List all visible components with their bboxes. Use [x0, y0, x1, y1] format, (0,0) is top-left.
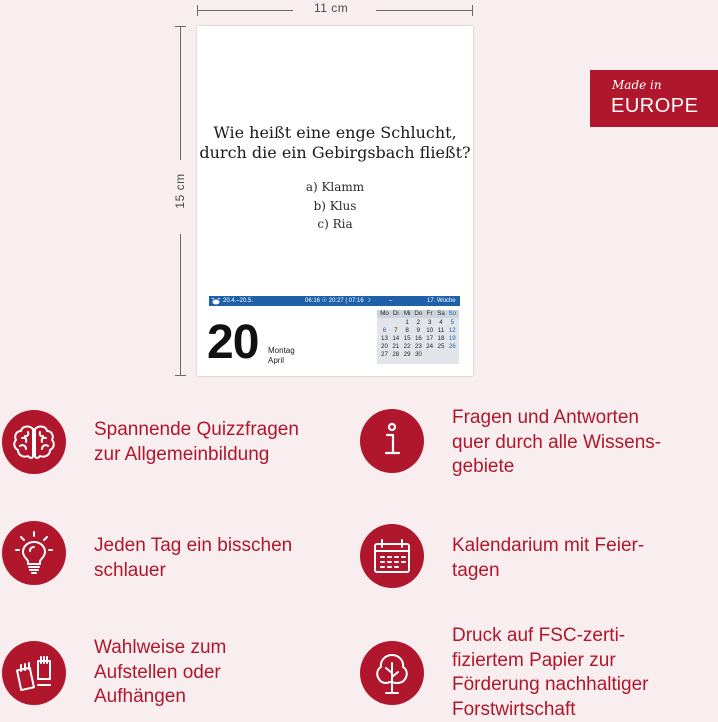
- mini-calendar-weekday: Di: [392, 310, 399, 317]
- month: April: [268, 356, 285, 365]
- mini-calendar-week: [377, 327, 459, 335]
- mini-calendar-weekday: Do: [414, 310, 423, 317]
- mini-calendar-day: 12: [448, 327, 456, 334]
- answer-list: [197, 178, 473, 234]
- mini-calendar-day: 29: [403, 351, 411, 358]
- mini-calendar-day: 4: [439, 319, 443, 326]
- mini-calendar-weekday: So: [448, 310, 457, 317]
- mini-calendar-day: 15: [403, 335, 411, 342]
- mini-calendar-day: 10: [426, 327, 434, 334]
- feature-text-6: Druck auf FSC-zerti- fiziertem Papier zur Förderung nachhaltiger Forstwirtschaft: [452, 625, 649, 720]
- mini-calendar-week: [377, 351, 459, 359]
- mini-calendar-day: 11: [437, 327, 445, 334]
- mini-calendar-day: 19: [448, 335, 456, 342]
- mini-calendar-day: 26: [448, 343, 456, 350]
- mini-calendar-week: [377, 319, 459, 327]
- feature-text-5: Wahlweise zum Aufstellen oder Aufhängen: [94, 637, 227, 707]
- mini-calendar-day: 21: [392, 343, 400, 350]
- brain-icon: [2, 410, 66, 474]
- mini-calendar-day: 16: [414, 335, 422, 342]
- badge-big-text: EUROPE: [611, 95, 699, 117]
- mini-calendar-weekday: Mi: [403, 310, 411, 317]
- mini-calendar: [377, 310, 459, 364]
- feature-text-1: Spannende Quizzfragen zur Allgemeinbildung: [94, 419, 299, 465]
- feature-text-2: Fragen und Antworten quer durch alle Wissens- gebiete: [452, 407, 662, 477]
- calendar-page: [197, 26, 473, 376]
- mini-calendar-day: 13: [381, 335, 388, 342]
- week-number: 17. Woche: [427, 298, 456, 304]
- mini-calendar-day: 30: [414, 351, 422, 358]
- mini-calendar-day: 3: [427, 319, 432, 326]
- answer-c: c) Ria: [317, 217, 353, 231]
- mini-calendar-day: 23: [414, 343, 422, 350]
- mini-calendar-day: 7: [394, 327, 398, 334]
- weekday: Montag: [268, 346, 295, 355]
- mini-calendar-weekday: Sa: [437, 310, 445, 317]
- lightbulb-icon: [2, 521, 66, 585]
- made-in-europe-badge: [590, 70, 718, 127]
- width-label: 11 cm: [314, 1, 349, 15]
- mini-calendar-day: 1: [405, 319, 409, 326]
- info-icon: [360, 409, 424, 473]
- mini-calendar-day: 5: [450, 319, 455, 326]
- weekday-month: [268, 346, 295, 366]
- info-bar: [209, 296, 460, 306]
- mini-calendar-day: 14: [392, 335, 400, 342]
- mini-calendar-day: 6: [382, 327, 387, 334]
- tree-icon: [360, 641, 424, 705]
- answer-a: a) Klamm: [305, 180, 365, 194]
- mini-calendar-week: [377, 343, 459, 351]
- mini-calendar-day: 24: [426, 343, 434, 350]
- feature-text-4: Kalendarium mit Feier- tagen: [452, 535, 645, 581]
- mini-calendar-day: 28: [392, 351, 400, 358]
- mini-calendar-weekday: Fr: [426, 310, 433, 317]
- badge-small-text: Made in: [612, 78, 662, 92]
- zodiac-dates: 20.4.–20.5.: [223, 298, 254, 304]
- feature-text-3: Jeden Tag ein bisschen schlauer: [94, 535, 293, 581]
- answer-b: b) Klus: [313, 198, 357, 213]
- calendar-icon: [360, 524, 424, 588]
- mini-calendar-week: [377, 335, 459, 343]
- mini-calendar-day: 9: [416, 327, 421, 334]
- mini-calendar-day: 17: [426, 335, 434, 342]
- mini-calendar-header: [377, 310, 459, 318]
- day-number: 20: [207, 316, 259, 369]
- mini-calendar-day: 2: [416, 319, 421, 326]
- mini-calendar-day: 20: [381, 343, 388, 350]
- mini-calendar-day: 22: [403, 343, 411, 350]
- taurus-icon: [211, 297, 221, 305]
- stand-hang-icon: [2, 641, 66, 705]
- mini-calendar-day: 18: [437, 335, 445, 342]
- quiz-question: Wie heißt eine enge Schlucht, durch die ein Gebirgsbach fließt?: [199, 123, 471, 162]
- mini-calendar-day: 27: [381, 351, 388, 358]
- mini-calendar-weekday: Mo: [380, 310, 389, 317]
- mini-calendar-day: 8: [405, 327, 409, 334]
- mini-calendar-day: 25: [437, 343, 445, 350]
- bar-dash: –: [389, 298, 393, 304]
- height-label: 15 cm: [173, 173, 187, 209]
- sun-moon-times: 06:16 ☉ 20:27 | 07:16 ☽: [305, 298, 371, 304]
